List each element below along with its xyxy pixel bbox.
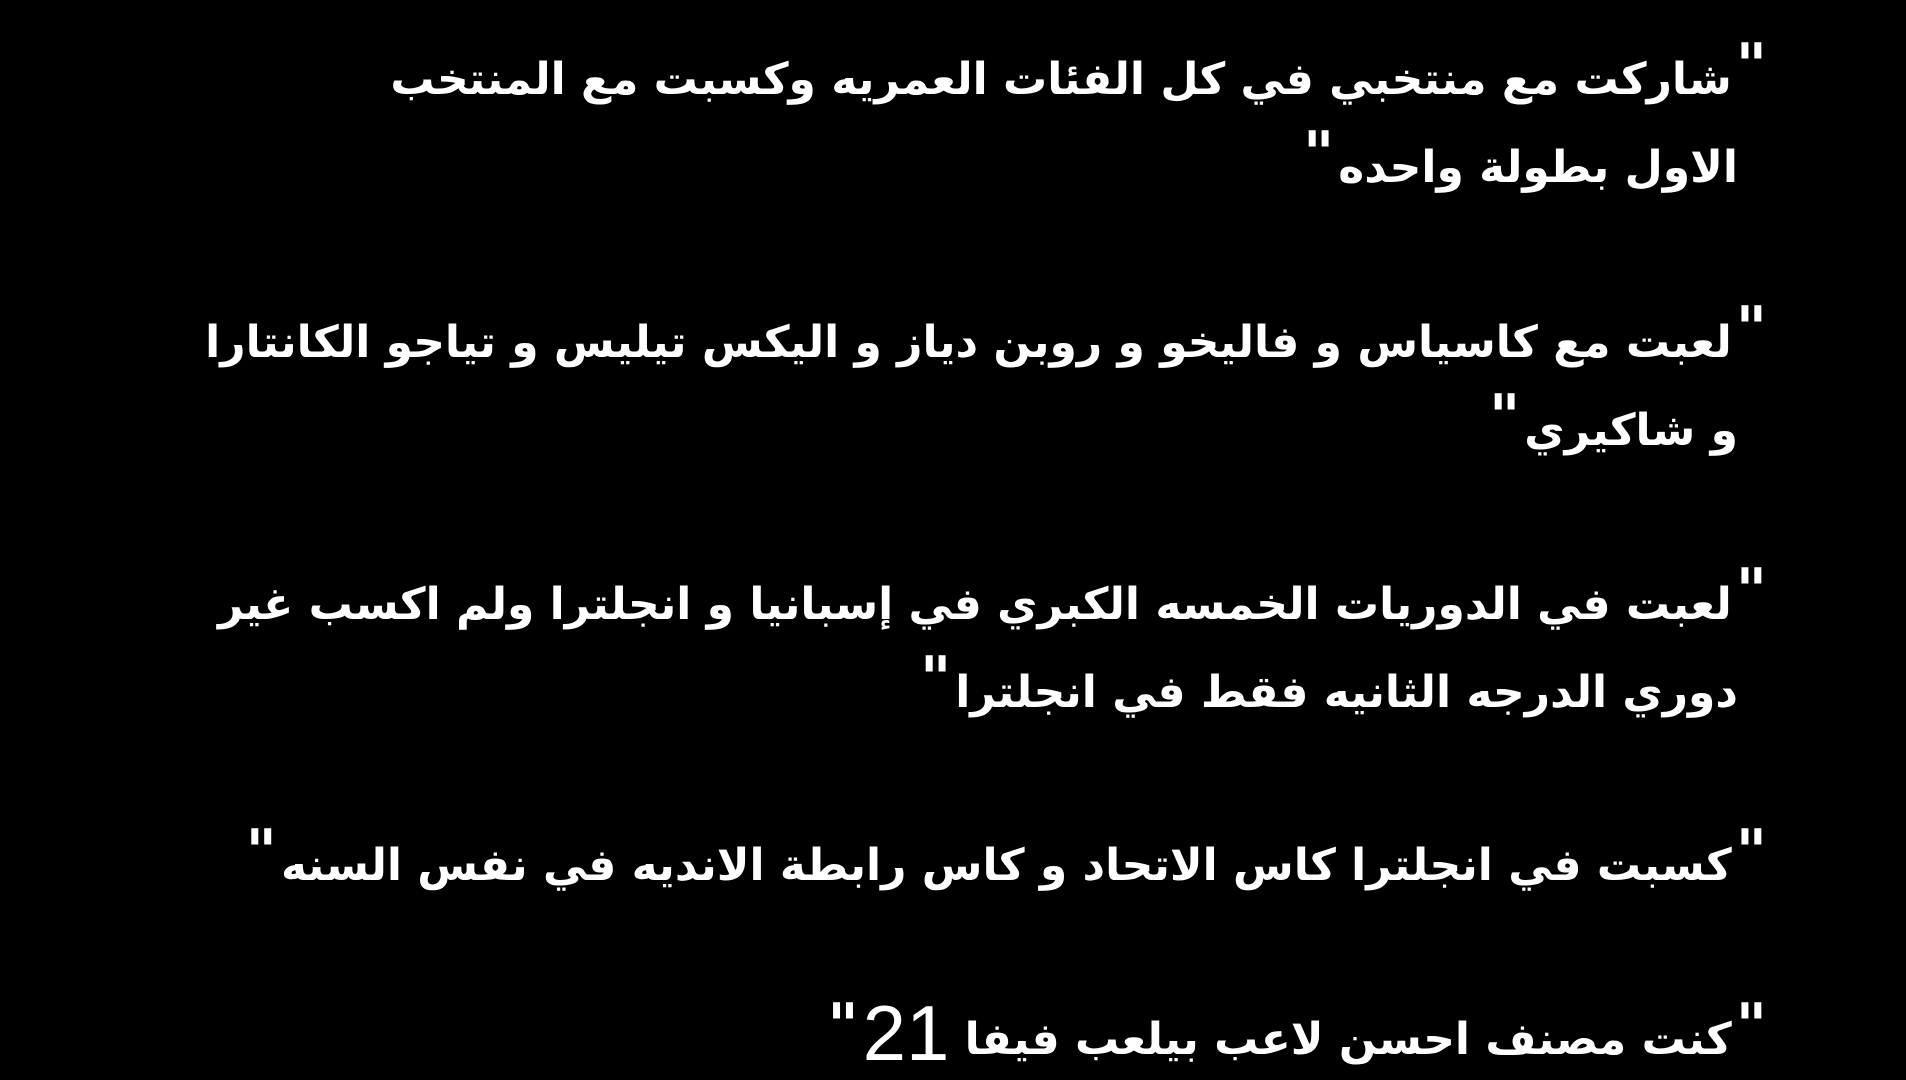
quote-line	[218, 635, 1771, 723]
open-quote-mark: "	[1735, 991, 1767, 1061]
quote-line	[242, 808, 1771, 896]
quote-line	[390, 22, 1771, 110]
quote-line	[823, 982, 1771, 1077]
quote-text: لعبت في الدوريات الخمسه الكبري في إسبانيا و انجلترا ولم اكسب غير	[217, 579, 1732, 630]
quote-line	[390, 110, 1771, 198]
quote-line	[205, 285, 1771, 373]
quote-text: شاركت مع منتخبي في كل الفئات العمريه وكسبت مع المنتخب	[390, 54, 1732, 105]
quote-line	[205, 373, 1771, 461]
quote-2	[205, 285, 1771, 461]
quote-text: لعبت مع كاسياس و فاليخو و روبن دياز و اليكس تيليس و تياجو الكانتارا	[205, 317, 1732, 368]
quote-text: دوري الدرجه الثانيه فقط في انجلترا	[955, 667, 1738, 718]
close-quote-mark: "	[1489, 382, 1521, 452]
close-quote-mark: "	[827, 991, 859, 1061]
quote-line	[218, 547, 1771, 635]
close-quote-mark: "	[245, 817, 277, 887]
open-quote-mark: "	[1735, 556, 1767, 626]
open-quote-mark: "	[1735, 817, 1767, 887]
quote-4	[242, 808, 1771, 896]
quote-3	[218, 547, 1771, 723]
quote-text: كسبت في انجلترا كاس الاتحاد و كاس رابطة الانديه في نفس السنه	[280, 840, 1732, 891]
quote-text: كنت مصنف احسن لاعب بيلعب فيفا	[964, 1014, 1732, 1065]
quote-text: و شاكيري	[1524, 405, 1738, 456]
quote-1	[390, 22, 1771, 198]
close-quote-mark: "	[1303, 119, 1335, 189]
quote-text: الاول بطولة واحده	[1338, 142, 1738, 193]
open-quote-mark: "	[1735, 294, 1767, 364]
quote-number: 21	[862, 989, 950, 1077]
quote-5	[823, 982, 1771, 1077]
close-quote-mark: "	[919, 644, 952, 714]
open-quote-mark: "	[1735, 31, 1767, 101]
